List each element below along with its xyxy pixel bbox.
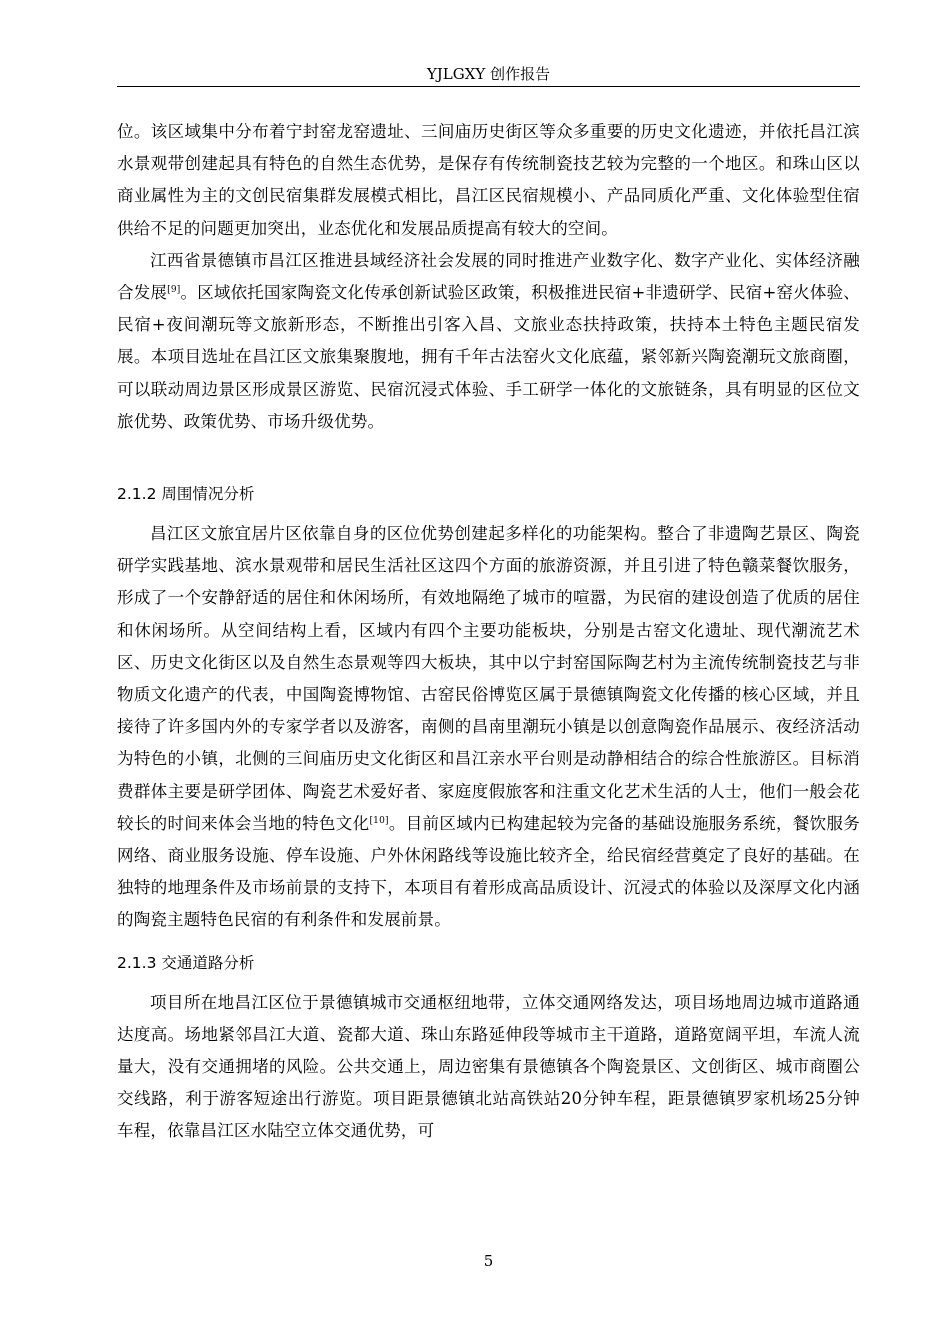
section-heading-transportation: 2.1.3 交通道路分析 bbox=[117, 953, 255, 972]
paragraph-policy-context bbox=[117, 245, 860, 438]
section-heading-surroundings: 2.1.2 周围情况分析 bbox=[117, 485, 255, 504]
paragraph-transportation-analysis: 项目所在地昌江区位于景德镇城市交通枢纽地带，立体交通网络发达，项目场地周边城市道路通达度高。场地紧邻昌江大道、瓷都大道、珠山东路延伸段等城市主干道路，道路宽阔平坦，车流人流量大，没有交通拥堵的风险。公共交通上，周边密集有景德镇各个陶瓷景区、文创街区、城市商圈公交线路，利于游客短途出行游览。项目距景德镇北站高铁站20分钟车程，距景德镇罗家机场25分钟车程，依靠昌江区水陆空立体交通优势，可 bbox=[117, 992, 860, 1141]
citation-ref-9: [9] bbox=[167, 285, 181, 296]
running-header: YJLGXY 创作报告 bbox=[426, 65, 551, 83]
paragraph-text: 昌江区文旅宜居片区依靠自身的区位优势创建起多样化的功能架构。整合了非遗陶艺景区、陶瓷研学实践基地、滨水景观带和居民生活社区这四个方面的旅游资源，并且引进了特色赣菜餐饮服务，形成了一个安静舒适的居住和休闲场所，有效地隔绝了城市的喧嚣，为民宿的建设创造了优质的居住和休闲场所。从空间结构上看，区域内有四个主要功能板块，分别是古窑文化遗址、现代潮流艺术区、历史文化街区以及自然生态景观等四大板块，其中以宁封窑国际陶艺村为主流传统制瓷技艺与非物质文化遗产的代表，中国陶瓷博物馆、古窑民俗博览区属于景德镇陶瓷文化传播的核心区域，并且接待了许多国内外的专家学者以及游客，南侧的昌南里潮玩小镇是以创意陶瓷作品展示、夜经济活动为特色的小镇，北侧的三间庙历史文化街区和昌江亲水平台则是动静相结合的综合性旅游区。目标消费群体主要是研学团体、陶瓷艺术爱好者、家庭度假旅客和注重文化艺术生活的人士，他们一般会花较长的时间来体会当地的特色文化 bbox=[117, 524, 860, 833]
paragraph-text: 。区域依托国家陶瓷文化传承创新试验区政策，积极推进民宿+非遗研学、民宿+窑火体验、民宿+夜间潮玩等文旅新形态，不断推出引客入昌、文旅业态扶持政策，扶持本土特色主题民宿发展。本项目选址在昌江区文旅集聚腹地，拥有千年古法窑火文化底蕴，紧邻新兴陶瓷潮玩文旅商圈，可以联动周边景区形成景区游览、民宿沉浸式体验、手工研学一体化的文旅链条，具有明显的区位文旅优势、政策优势、市场升级优势。 bbox=[117, 283, 860, 431]
paragraph-text: 江西省景德镇市昌江区推进县域经济社会发展的同时推进产业数字化、数字产业化、实体经济融合发展 bbox=[117, 250, 860, 303]
paragraph-location-continued: 位。该区域集中分布着宁封窑龙窑遗址、三间庙历史街区等众多重要的历史文化遗迹，并依托昌江滨水景观带创建起具有特色的自然生态优势，是保存有传统制瓷技艺较为完整的一个地区。和珠山区以商业属性为主的文创民宿集群发展模式相比，昌江区民宿规模小、产品同质化严重、文化体验型住宿供给不足的问题更加突出，业态优化和发展品质提高有较大的空间。 bbox=[117, 122, 860, 238]
page-number: 5 bbox=[483, 1252, 494, 1270]
citation-ref-10: [10] bbox=[369, 815, 389, 826]
header-divider bbox=[117, 86, 860, 87]
page-body bbox=[117, 116, 860, 1148]
paragraph-surroundings-analysis bbox=[117, 518, 860, 937]
paragraph-text: 。目前区域内已构建起较为完备的基础设施服务系统，餐饮服务网络、商业服务设施、停车设施、户外休闲路线等设施比较齐全，给民宿经营奠定了良好的基础。在独特的地理条件及市场前景的支持下，本项目有着形成高品质设计、沉浸式的体验以及深厚文化内涵的陶瓷主题特色民宿的有利条件和发展前景。 bbox=[117, 813, 861, 930]
